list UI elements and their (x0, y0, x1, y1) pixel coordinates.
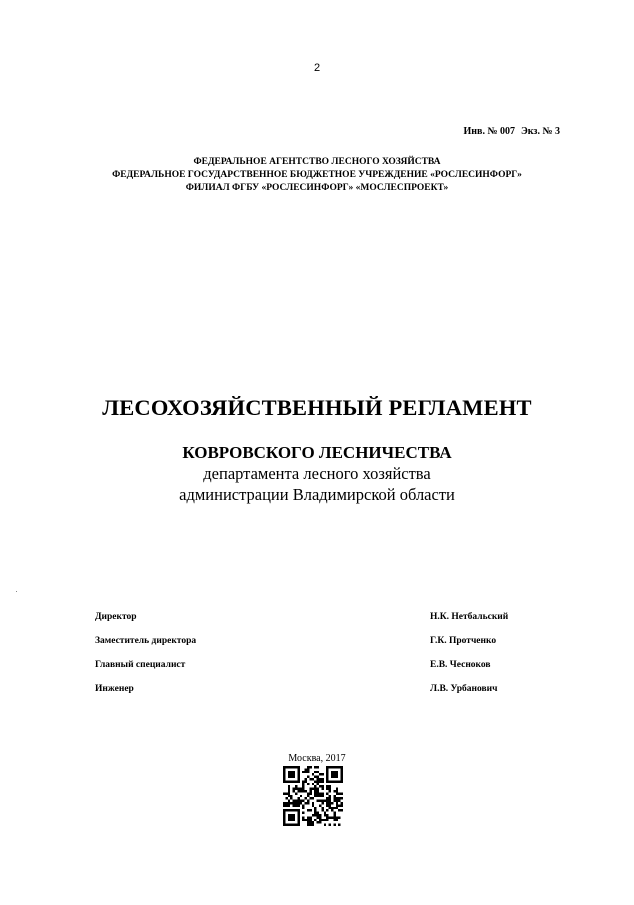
document-subtitle: КОВРОВСКОГО ЛЕСНИЧЕСТВА (182, 443, 452, 462)
signatory-role: Директор (95, 612, 137, 622)
qr-code-icon (283, 766, 343, 826)
department-line-2: администрации Владимирской области (179, 485, 455, 504)
signatory-row (95, 660, 535, 684)
copy-number: Экз. № 3 (521, 126, 560, 137)
signatory-name: Н.К. Нетбальский (430, 612, 509, 622)
org-branch: ФИЛИАЛ ФГБУ «РОСЛЕСИНФОРГ» «МОСЛЕСПРОЕКТ» (185, 183, 449, 193)
inventory-number: Инв. № 007 (463, 126, 516, 137)
signatory-role: Главный специалист (95, 660, 186, 670)
department-block (0, 463, 634, 505)
signatory-role: Заместитель директора (95, 636, 197, 646)
document-title: ЛЕСОХОЗЯЙСТВЕННЫЙ РЕГЛАМЕНТ (102, 395, 532, 420)
signatory-row (95, 636, 535, 660)
signatory-row (95, 684, 535, 708)
signatory-name: Е.В. Чесноков (430, 660, 491, 670)
page-number: 2 (313, 62, 321, 74)
signatory-row (95, 612, 535, 636)
signatories-list (95, 612, 535, 708)
signatory-name: Л.В. Урбанович (430, 684, 498, 694)
org-agency: ФЕДЕРАЛЬНОЕ АГЕНТСТВО ЛЕСНОГО ХОЗЯЙСТВА (193, 157, 441, 167)
signatory-role: Инженер (95, 684, 134, 694)
signatory-name: Г.К. Протченко (430, 636, 497, 646)
scan-speck (16, 591, 17, 592)
city-year: Москва, 2017 (288, 753, 346, 764)
org-institution: ФЕДЕРАЛЬНОЕ ГОСУДАРСТВЕННОЕ БЮДЖЕТНОЕ УЧРЕЖДЕНИЕ «РОСЛЕСИНФОРГ» (112, 170, 522, 180)
department-line-1: департамента лесного хозяйства (203, 464, 431, 483)
organization-header (0, 156, 634, 195)
inventory-info (464, 126, 560, 137)
